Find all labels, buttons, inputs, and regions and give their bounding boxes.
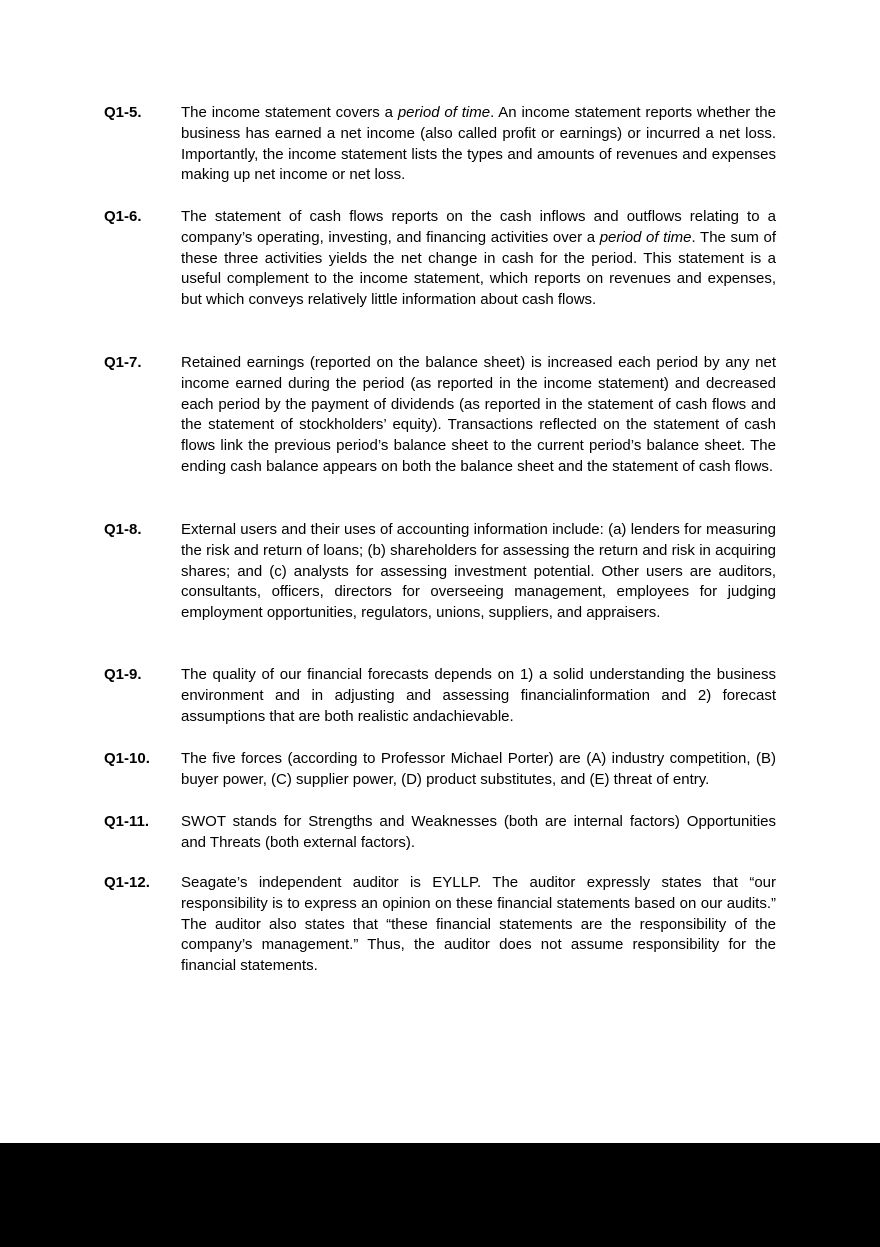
qa-item-q1-12 [104,873,776,977]
answer-segment: The quality of our financial forecasts depends on 1) a solid understanding the business environment and in adjusting and assessing financialinformation and 2) forecast assumptions that are both realistic andachievable. [181,666,776,725]
answer-segment-italic: period of time [397,104,491,121]
qa-item-q1-8 [104,520,776,624]
answer-text [181,103,776,186]
qa-item-q1-11 [104,812,776,854]
answer-text [181,207,776,311]
question-number: Q1-12. [104,874,150,891]
question-number: Q1-11. [104,813,150,830]
answer-text [181,873,776,977]
question-number: Q1-6. [104,208,142,225]
bottom-black-band [0,1143,880,1247]
answer-segment: Seagate’s independent auditor is EYLLP. The auditor expressly states that “our responsibility is to express an opinion on these financial statements based on our audits.” The auditor also states that “these financial statements are the responsibility of the company’s management.” Thus, the auditor does not assume responsibility for the financial statements. [181,874,776,975]
question-number: Q1-9. [104,666,142,683]
question-number: Q1-10. [104,750,150,767]
answer-segment: SWOT stands for Strengths and Weaknesses (both are internal factors) Opportunities and Threats (both external factors). [181,813,776,851]
question-number: Q1-5. [104,104,142,121]
answer-segment: The statement of cash flows reports on the cash inflows and outflows relating to a company’s operating, investing, and financing activities over a [181,208,776,246]
answer-text [181,520,776,624]
answer-text [181,353,776,478]
qa-item-q1-6 [104,207,776,311]
qa-item-q1-10 [104,749,776,791]
question-number: Q1-8. [104,521,142,538]
answer-text [181,749,776,791]
answer-segment-italic: period of time [599,228,692,246]
qa-item-q1-9 [104,665,776,727]
answer-segment: External users and their uses of accounting information include: (a) lenders for measuring the risk and return of loans; (b) shareholders for assessing the return and risk in acquiring shares; and (c) analysts for assessing investment potential. Other users are auditors, consultants, officers, directors for overseeing management, employees for judging employment opportunities, regulators, unions, suppliers, and appraisers. [181,521,776,622]
qa-item-q1-5 [104,103,776,186]
qa-item-q1-7 [104,353,776,478]
answer-segment: The five forces (according to Professor Michael Porter) are (A) industry competition, (B) buyer power, (C) supplier power, (D) product substitutes, and (E) threat of entry. [181,750,776,788]
answer-segment: The income statement covers a [181,104,398,121]
answer-segment: Retained earnings (reported on the balance sheet) is increased each period by any net income earned during the period (as reported in the income statement) and decreased each period by the payment of dividends (as reported in the statement of cash flows and the statement of stockholders’ equity). Transactions reflected on the statement of cash flows link the previous period’s balance sheet to the current period’s balance sheet. The ending cash balance appears on both the balance sheet and the statement of cash flows. [181,354,776,475]
answer-text [181,665,776,727]
question-number: Q1-7. [104,354,142,371]
answer-text [181,812,776,854]
answer-segment: . The sum of these three activities yields the net change in cash for the period. This statement is a useful complement to the income statement, which reports on revenues and expenses, but which conveys relatively little information about cash flows. [181,228,776,309]
answer-segment: . An income statement reports whether the business has earned a net income (also called profit or earnings) or incurred a net loss. Importantly, the income statement lists the types and amounts of revenues and expenses making up net income or net loss. [181,104,776,184]
